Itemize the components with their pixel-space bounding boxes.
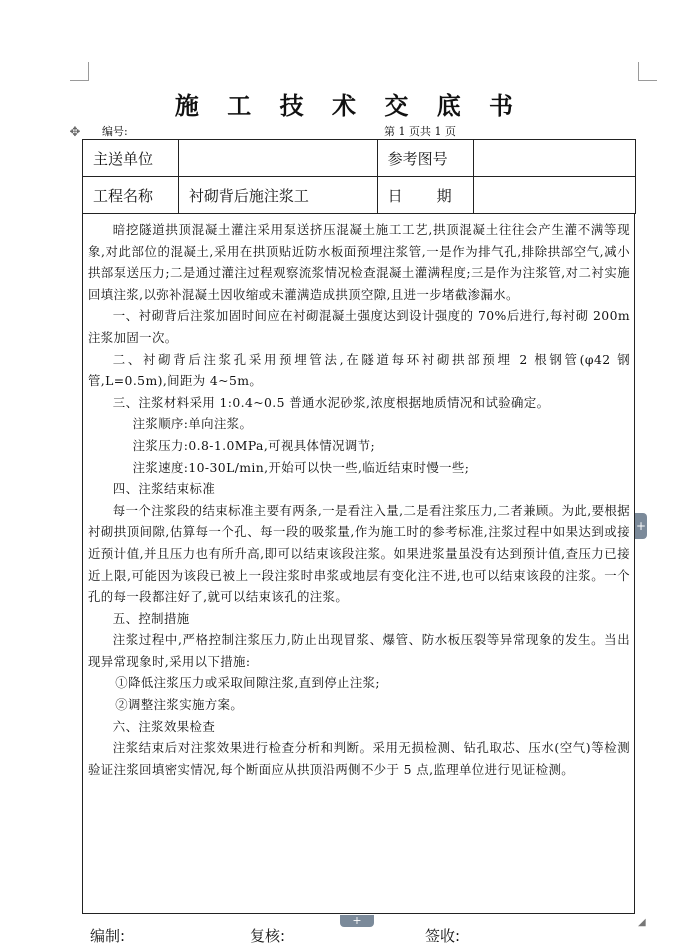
content-body[interactable] bbox=[88, 219, 630, 780]
item-6-text: 注浆结束后对注浆效果进行检查分析和判断。采用无损检测、钻孔取芯、压水(空气)等检测验证注浆回填密实情况,每个断面应从拱顶沿两侧不少于 5 点,监理单位进行见证检测。 bbox=[88, 740, 630, 777]
number-label: 编号: bbox=[102, 125, 128, 138]
info-row-2 bbox=[83, 177, 636, 214]
item-6-heading: 六、注浆效果检查 bbox=[112, 718, 216, 734]
measure-1: ①降低注浆压力或采取间隙注浆,直到停止注浆; bbox=[115, 675, 380, 691]
intro-paragraph: 暗挖隧道拱顶混凝土灌注采用泵送挤压混凝土施工工艺,拱顶混凝土往往会产生灌不满等现象,对此部位的混凝土,采用在拱顶贴近防水板面预埋注浆管,一是作为排气孔,排除拱部空气,减小拱部泵送压力;二是通过灌注过程观察流浆情况检查混凝土灌满程度;三是作为注浆管,对二衬实施回填注浆,以弥补混凝土因收缩或未灌满造成拱顶空隙,且进一步堵截渗漏水。 bbox=[88, 222, 630, 302]
measure-2: ②调整注浆实施方案。 bbox=[115, 697, 244, 713]
table-move-handle-icon[interactable]: ✥ bbox=[69, 125, 81, 140]
item-4-text: 每一个注浆段的结束标准主要有两条,一是看注入量,二是看注浆压力,二者兼顾。为此,要根据衬砌拱顶间隙,估算每一个孔、每一段的吸浆量,作为施工时的参考标准,注浆过程中如果达到或接近预计值,并且压力也有所升高,即可以结束该段注浆。如果进浆量虽没有达到预计值,查压力已接近上限,可能因为该段已被上一段注浆时串浆或地层有变化注不进,也可以结束该段的注浆。一个孔的每一段都注好了,就可以结束该孔的注浆。 bbox=[88, 502, 630, 605]
item-4-heading: 四、注浆结束标准 bbox=[112, 481, 216, 497]
compiled-by-label: 编制: bbox=[90, 927, 126, 945]
item-3: 三、注浆材料采用 1:0.4~0.5 普通水泥砂浆,浓度根据地质情况和试验确定。 bbox=[112, 394, 550, 410]
label-date bbox=[377, 177, 473, 214]
value-reference-drawing[interactable] bbox=[473, 140, 635, 177]
grout-speed: 注浆速度:10-30L/min,开始可以快一些,临近结束时慢一些; bbox=[132, 459, 470, 475]
item-1: 一、衬砌背后注浆加固时间应在衬砌混凝土强度达到设计强度的 70%后进行,每衬砌 200m 注浆加固一次。 bbox=[88, 308, 630, 345]
value-recipient-unit[interactable] bbox=[178, 140, 377, 177]
info-row-1 bbox=[83, 140, 636, 177]
page-corner-top-right bbox=[638, 62, 657, 81]
document-title: 施 工 技 术 交 底 书 bbox=[174, 91, 524, 120]
value-date[interactable] bbox=[473, 177, 635, 214]
grout-sequence: 注浆顺序:单向注浆。 bbox=[132, 416, 253, 432]
label-date-part1: 日 bbox=[387, 186, 403, 205]
label-reference-drawing: 参考图号 bbox=[377, 140, 473, 177]
page-corner-top-left bbox=[70, 62, 89, 81]
info-table bbox=[82, 139, 636, 214]
add-column-icon[interactable]: + bbox=[635, 513, 647, 539]
received-by-label: 签收: bbox=[425, 927, 461, 945]
item-5-text: 注浆过程中,严格控制注浆压力,防止出现冒浆、爆管、防水板压裂等异常现象的发生。当出现异常现象时,采用以下措施: bbox=[88, 632, 630, 669]
label-date-part2: 期 bbox=[436, 186, 452, 205]
add-row-icon[interactable]: + bbox=[340, 915, 374, 927]
item-5-heading: 五、控制措施 bbox=[112, 610, 190, 626]
label-recipient-unit: 主送单位 bbox=[83, 140, 179, 177]
page-info: 第 1 页共 1 页 bbox=[384, 125, 456, 138]
grout-pressure: 注浆压力:0.8-1.0MPa,可视具体情况调节; bbox=[132, 437, 376, 453]
label-project-name: 工程名称 bbox=[83, 177, 179, 214]
item-2: 二、衬砌背后注浆孔采用预埋管法,在隧道每环衬砌拱部预埋 2 根钢管(φ42 钢管,L=0.5m),间距为 4~5m。 bbox=[88, 351, 630, 389]
table-resize-icon[interactable]: ◢ bbox=[638, 917, 646, 928]
reviewed-by-label: 复核: bbox=[250, 927, 286, 945]
value-project-name[interactable]: 衬砌背后施注浆工 bbox=[178, 177, 377, 214]
